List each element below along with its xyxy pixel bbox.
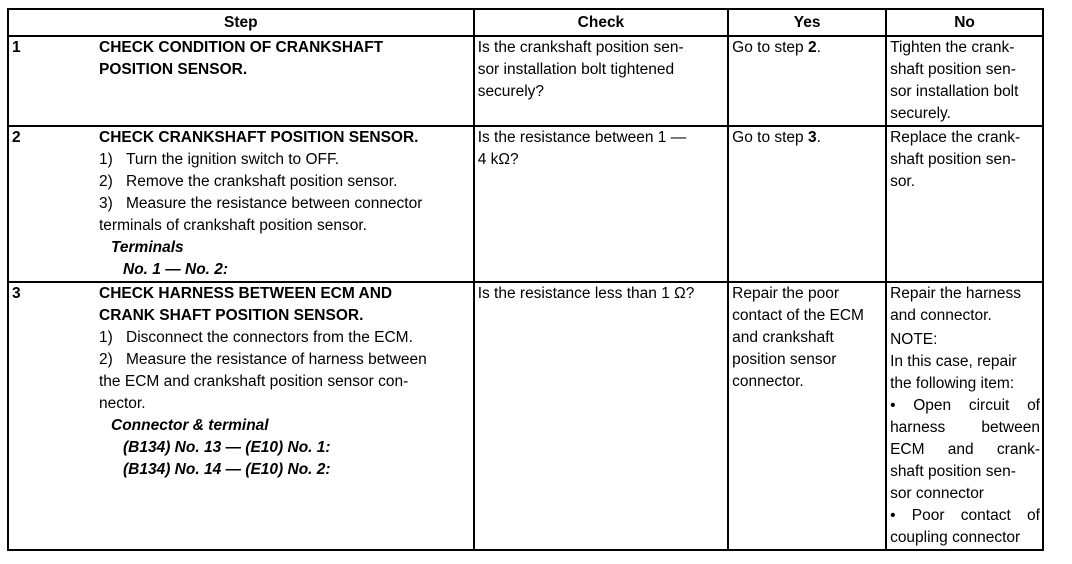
note-bullet-text: ECM and crank- bbox=[890, 441, 1040, 458]
substep-text: Turn the ignition switch to OFF. bbox=[126, 151, 340, 168]
no-text: securely. bbox=[890, 105, 951, 122]
no-text: Tighten the crank- bbox=[890, 39, 1015, 56]
step-title: POSITION SENSOR. bbox=[99, 61, 248, 78]
check-text: Is the resistance less than 1 Ω? bbox=[477, 285, 695, 302]
no-text: shaft position sen- bbox=[890, 61, 1016, 78]
no-text: Replace the crank- bbox=[890, 129, 1021, 146]
yes-text: and crankshaft bbox=[732, 329, 834, 346]
no-cell bbox=[886, 36, 1043, 126]
note-bullet-text: coupling connector bbox=[890, 529, 1021, 546]
yes-text: contact of the ECM bbox=[732, 307, 864, 324]
connector-value: (B134) No. 13 — (E10) No. 1: bbox=[123, 439, 331, 456]
substep-text: Measure the resistance of harness between bbox=[126, 351, 427, 368]
yes-text: . bbox=[816, 129, 821, 146]
table-row bbox=[8, 282, 1043, 550]
table-row bbox=[8, 36, 1043, 126]
step-cell bbox=[8, 282, 474, 550]
note-heading: NOTE: bbox=[890, 331, 938, 348]
substep-number: 1) bbox=[99, 151, 113, 168]
note-bullet-text: sor connector bbox=[890, 485, 984, 502]
header-yes: Yes bbox=[728, 9, 886, 36]
step-number: 3 bbox=[12, 285, 21, 302]
check-cell bbox=[474, 282, 728, 550]
step-cell bbox=[8, 126, 474, 282]
yes-text: Repair the poor bbox=[732, 285, 839, 302]
connector-value: (B134) No. 14 — (E10) No. 2: bbox=[123, 461, 331, 478]
header-check: Check bbox=[474, 9, 728, 36]
note-bullet: • Poor contact of bbox=[890, 507, 1040, 524]
diagnostic-table bbox=[7, 8, 1044, 551]
substep bbox=[99, 171, 471, 193]
note-text: In this case, repair bbox=[890, 353, 1017, 370]
check-text: securely? bbox=[477, 83, 545, 100]
note-bullet-text: harness between bbox=[890, 419, 1040, 436]
terminals-value: No. 1 — No. 2: bbox=[123, 261, 229, 278]
yes-text: . bbox=[816, 39, 821, 56]
note-text: the following item: bbox=[890, 375, 1015, 392]
substep-number: 3) bbox=[99, 195, 113, 212]
substep bbox=[99, 349, 471, 371]
note-bullet: • Open circuit of bbox=[890, 397, 1040, 414]
substep-text: Remove the crankshaft position sensor. bbox=[126, 173, 398, 190]
yes-cell bbox=[728, 282, 886, 550]
no-text: sor installation bolt bbox=[890, 83, 1019, 100]
substep bbox=[99, 193, 471, 215]
substep-number: 2) bbox=[99, 173, 113, 190]
yes-text: position sensor bbox=[732, 351, 837, 368]
step-title: CHECK HARNESS BETWEEN ECM AND bbox=[99, 285, 393, 302]
yes-text: connector. bbox=[732, 373, 804, 390]
check-text: Is the crankshaft position sen- bbox=[477, 39, 684, 56]
substep-number: 2) bbox=[99, 351, 113, 368]
step-link[interactable]: 2 bbox=[807, 39, 817, 56]
table-row bbox=[8, 126, 1043, 282]
check-text: sor installation bolt tightened bbox=[477, 61, 675, 78]
no-text: Repair the harness bbox=[890, 285, 1022, 302]
no-text: sor. bbox=[890, 173, 916, 190]
substep-text: Measure the resistance between connector bbox=[126, 195, 423, 212]
connector-label: Connector & terminal bbox=[111, 417, 269, 434]
yes-text: Go to step bbox=[732, 129, 808, 146]
note-bullet-text: shaft position sen- bbox=[890, 463, 1016, 480]
substep-number: 1) bbox=[99, 329, 113, 346]
check-cell bbox=[474, 36, 728, 126]
check-text: 4 kΩ? bbox=[477, 151, 519, 168]
terminals-label: Terminals bbox=[111, 239, 184, 256]
yes-cell bbox=[728, 36, 886, 126]
check-text: Is the resistance between 1 — bbox=[477, 129, 687, 146]
no-cell bbox=[886, 282, 1043, 550]
substep-continuation: nector. bbox=[99, 395, 146, 412]
yes-text: Go to step bbox=[732, 39, 808, 56]
substep-continuation: the ECM and crankshaft position sensor con- bbox=[99, 373, 409, 390]
substep-text: Disconnect the connectors from the ECM. bbox=[126, 329, 413, 346]
header-row bbox=[8, 9, 1043, 36]
step-title: CHECK CRANKSHAFT POSITION SENSOR. bbox=[99, 129, 419, 146]
yes-cell bbox=[728, 126, 886, 282]
step-body bbox=[99, 283, 471, 481]
substep-continuation: terminals of crankshaft position sensor. bbox=[99, 217, 367, 234]
header-no: No bbox=[886, 9, 1043, 36]
step-body bbox=[99, 37, 471, 81]
substep bbox=[99, 327, 471, 349]
header-step: Step bbox=[8, 9, 474, 36]
step-cell bbox=[8, 36, 474, 126]
step-title: CHECK CONDITION OF CRANKSHAFT bbox=[99, 39, 384, 56]
step-number: 1 bbox=[12, 39, 21, 56]
no-text: shaft position sen- bbox=[890, 151, 1016, 168]
step-title: CRANK SHAFT POSITION SENSOR. bbox=[99, 307, 364, 324]
no-cell bbox=[886, 126, 1043, 282]
no-text: and connector. bbox=[890, 307, 992, 324]
step-link[interactable]: 3 bbox=[807, 129, 817, 146]
step-number: 2 bbox=[12, 129, 21, 146]
check-cell bbox=[474, 126, 728, 282]
substep bbox=[99, 149, 471, 171]
step-body bbox=[99, 127, 471, 281]
